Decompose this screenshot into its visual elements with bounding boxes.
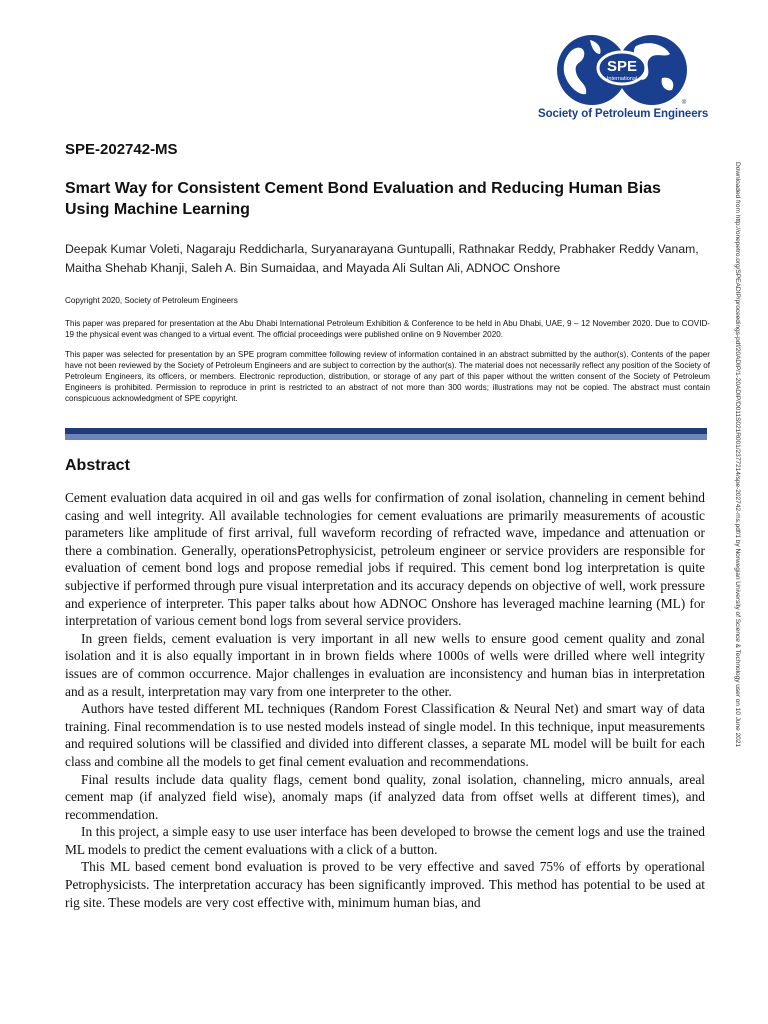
registered-mark: ® [681, 100, 687, 106]
abstract-paragraph: In this project, a simple easy to use user interface has been developed to browse the cement logs and use the trained ML models to predict the cement evaluations with a click of a button. [65, 824, 705, 857]
download-note-text: Downloaded from http://onepetro.org/SPEADIP/proceedings-pdf/20ADIP/1-20ADIP/D011S021R001/2377214/spe-202742-ms.pdf/1 by Norwegian University of Science & Technology user on 10 June 2021 [734, 162, 741, 748]
globe-icon [556, 34, 688, 106]
abstract-paragraph: Cement evaluation data acquired in oil and gas wells for confirmation of zonal isolation, channeling in cement behind casing and well integrity. All available technologies for cement evaluations are primarily measurements of acoustic parameters like amplitude of first arrival, full waveform recording of refracted wave, impedance and attenuation or there a combination. Generally, operationsPetrophysicist, petroleum engineer or service providers are responsible for evaluation of cement bond logs and propose remedial jobs if required. This cement bond log interpretation is quite subjective if performed through pure visual interpretation and its accuracy depends on objective of well, work pressure and experience of interpreter. This paper talks about how ADNOC Onshore has leveraged machine learning (ML) for interpretation of various cement bond logs from several service providers. [65, 490, 705, 629]
org-name: Society of Petroleum Engineers [538, 108, 709, 120]
paper-title: Smart Way for Consistent Cement Bond Evaluation and Reducing Human Bias Using Machine Learning [65, 180, 661, 218]
abstract-body [65, 489, 705, 911]
copyright-notice: Copyright 2020, Society of Petroleum Engineers [65, 296, 238, 305]
abstract-paragraph: In green fields, cement evaluation is very important in all new wells to ensure good cement quality and zonal isolation and it is also equally important in in brown fields where 1000s of wells were drilled where well integrity issues are of common occurrence. Major challenges in evaluation are inconsistency and human bias in interpretation and as a result, interpretation may vary from one interpreter to the other. [65, 630, 705, 699]
selection-disclaimer: This paper was selected for presentation by an SPE program committee following review of information contained in an abstract submitted by the author(s). Contents of the paper have not been reviewed by the Society of Petroleum Engineers and are subject to correction by the author(s). The material does not necessarily reflect any position of the Society of Petroleum Engineers, its officers, or members. Electronic reproduction, distribution, or storage of any part of this paper without the written consent of the Society of Petroleum Engineers is prohibited. Permission to reproduce in print is restricted to an abstract of not more than 300 words; illustrations may not be copied. The abstract must contain conspicuous acknowledgment of SPE copyright. [65, 350, 710, 403]
logo-emblem-text: SPE [606, 58, 638, 75]
author-list: Deepak Kumar Voleti, Nagaraju Reddicharla, Suryanarayana Guntupalli, Rathnakar Reddy, Prabhaker Reddy Vanam, Maitha Shehab Khanji, Saleh A. Bin Sumaidaa, and Mayada Ali Sultan Ali, ADNOC Onshore [65, 242, 699, 275]
abstract-paragraph: Final results include data quality flags, cement bond quality, zonal isolation, channeling, micro annuals, areal cement map (if analyzed field wise), anomaly maps (if analyzed data from offset wells at different times), and recommendation. [65, 771, 705, 822]
abstract-heading: Abstract [65, 457, 130, 474]
spe-logo [538, 34, 708, 126]
logo-emblem-subtext: International [606, 76, 638, 82]
presentation-note: This paper was prepared for presentation at the Abu Dhabi International Petroleum Exhibition & Conference to be held in Abu Dhabi, UAE, 9 – 12 November 2020. Due to COVID-19 the physical event was changed to a virtual event. The official proceedings were published online on 9 November 2020. [65, 319, 710, 339]
section-divider [65, 428, 707, 440]
download-watermark [731, 162, 747, 992]
abstract-paragraph: This ML based cement bond evaluation is proved to be very effective and saved 75% of efforts by operational Petrophysicists. The interpretation accuracy has been significantly improved. This method has potential to be used at rig site. These models are very cost effective with, minimum human bias, and [65, 859, 705, 910]
abstract-paragraph: Authors have tested different ML techniques (Random Forest Classification & Neural Net) and smart way of data training. Final recommendation is to use nested models instead of single model. In this technique, input measurements and required solutions will be classified and divided into different classes, a separate ML model will be built for each class and combine all the models to get final cement evaluation and recommendations. [65, 701, 705, 769]
paper-id: SPE-202742-MS [65, 141, 178, 158]
